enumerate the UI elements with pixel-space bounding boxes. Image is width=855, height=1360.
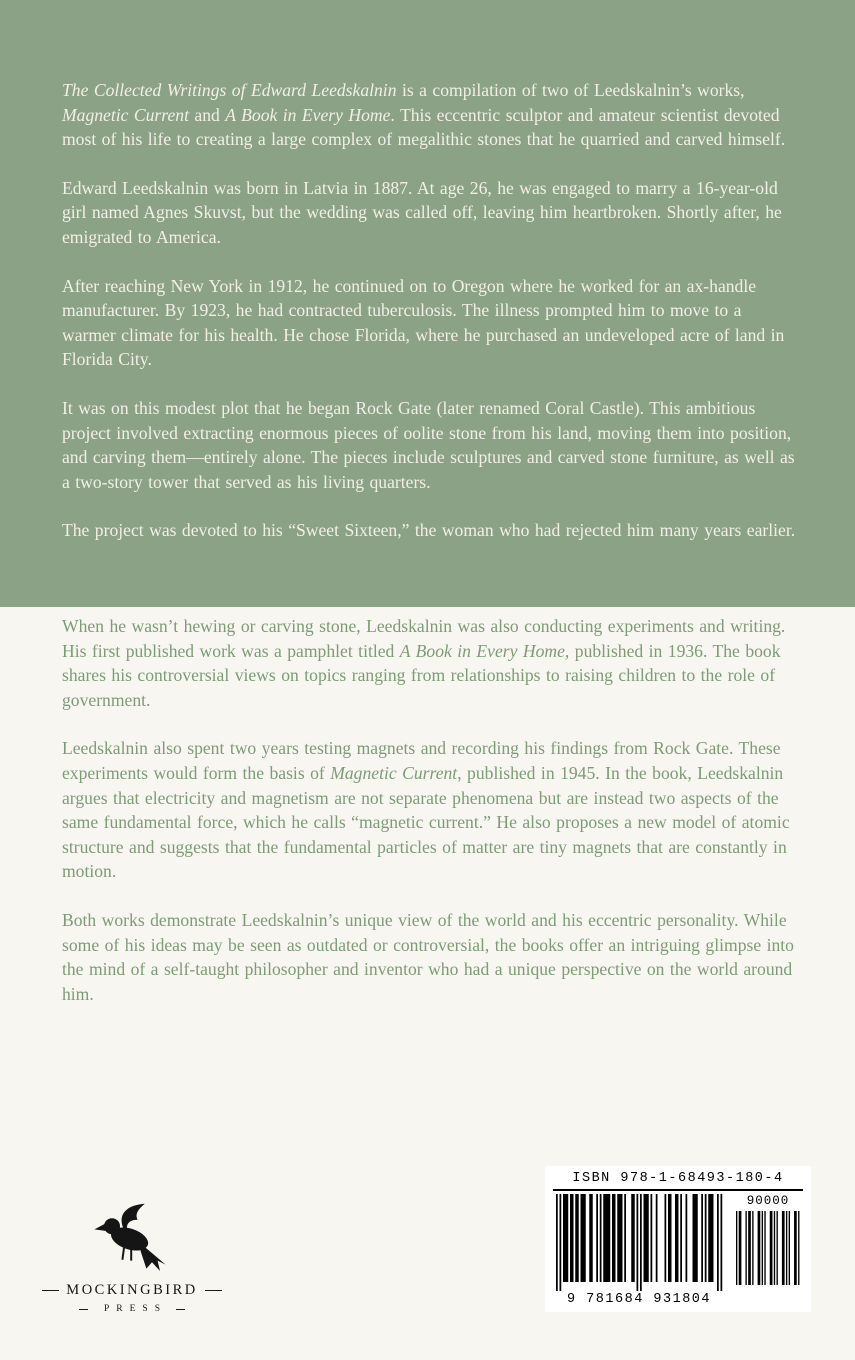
imprint-tick-left xyxy=(79,1309,88,1310)
paragraph: The Collected Writings of Edward Leedskalnin is a compilation of two of Leedskalnin’s works, Magnetic Current and A Book in Every Home. This eccentric sculptor and amateur scientist devoted most of his life to creating a large complex of megalithic stones that he quarried and carved himself. xyxy=(62,80,786,150)
publisher-logo xyxy=(42,1198,222,1314)
top-synopsis xyxy=(62,78,798,567)
logo-rule-right xyxy=(205,1290,222,1291)
publisher-imprint: PRESS xyxy=(104,1304,167,1314)
publisher-name: MOCKINGBIRD xyxy=(66,1282,198,1298)
paragraph: Leedskalnin also spent two years testing magnets and recording his findings from Rock Gate. These experiments would form the basis of Magnetic Current, published in 1945. In the book, Leedskalnin argues that electricity and magnetism are not separate phenomena but are instead two aspects of the same fundamental force, which he calls “magnetic current.” He also proposes a new model of atomic structure and suggests that the fundamental particles of matter are tiny magnets that are constantly in motion. xyxy=(62,738,790,882)
price-code: 90000 xyxy=(746,1194,790,1208)
paragraph: When he wasn’t hewing or carving stone, Leedskalnin was also conducting experiments and writing. His first published work was a pamphlet titled A Book in Every Home, published in 1936. The book shares his controversial views on topics ranging from relationships to raising children to the role of government. xyxy=(62,616,786,710)
isbn-label: ISBN 978-1-68493-180-4 xyxy=(572,1171,784,1186)
paragraph: Edward Leedskalnin was born in Latvia in 1887. At age 26, he was engaged to marry a 16-year-old girl named Agnes Skuvst, but the wedding was called off, leaving him heartbroken. Shortly after, he emigrated to America. xyxy=(62,177,782,247)
top-green-panel xyxy=(0,0,855,607)
barcode-row xyxy=(553,1194,803,1307)
ean5-addon-barcode xyxy=(733,1194,803,1307)
bottom-synopsis xyxy=(62,614,808,1030)
logo-rule-left xyxy=(42,1290,59,1291)
isbn-divider xyxy=(553,1189,803,1191)
paragraph: It was on this modest plot that he began Rock Gate (later renamed Coral Castle). This ambitious project involved extracting enormous pieces of oolite stone from his land, moving them into position, and carving them—entirely alone. The pieces include sculptures and carved stone furniture, as well as a two-story tower that served as his living quarters. xyxy=(62,397,795,492)
ean13-barcode xyxy=(553,1194,725,1307)
paragraph: After reaching New York in 1912, he continued on to Oregon where he worked for an ax-handle manufacturer. By 1923, he had contracted tuberculosis. The illness prompted him to move to a warmer climate for his health. He chose Florida, where he purchased an undeveloped acre of land in Florida City. xyxy=(62,275,785,370)
publisher-imprint-row xyxy=(42,1304,222,1314)
isbn-digits: 9 781684 931804 xyxy=(566,1292,712,1307)
paragraph: The project was devoted to his “Sweet Sixteen,” the woman who had rejected him many years earlier. xyxy=(62,520,796,541)
publisher-name-row xyxy=(42,1282,222,1299)
imprint-tick-right xyxy=(176,1309,185,1310)
paragraph: Both works demonstrate Leedskalnin’s unique view of the world and his eccentric personality. While some of his ideas may be seen as outdated or controversial, the books offer an intriguing glimpse into the mind of a self-taught philosopher and inventor who had a unique perspective on the world around him. xyxy=(62,909,794,1004)
barcode-panel xyxy=(545,1166,811,1312)
mockingbird-icon xyxy=(42,1198,222,1276)
